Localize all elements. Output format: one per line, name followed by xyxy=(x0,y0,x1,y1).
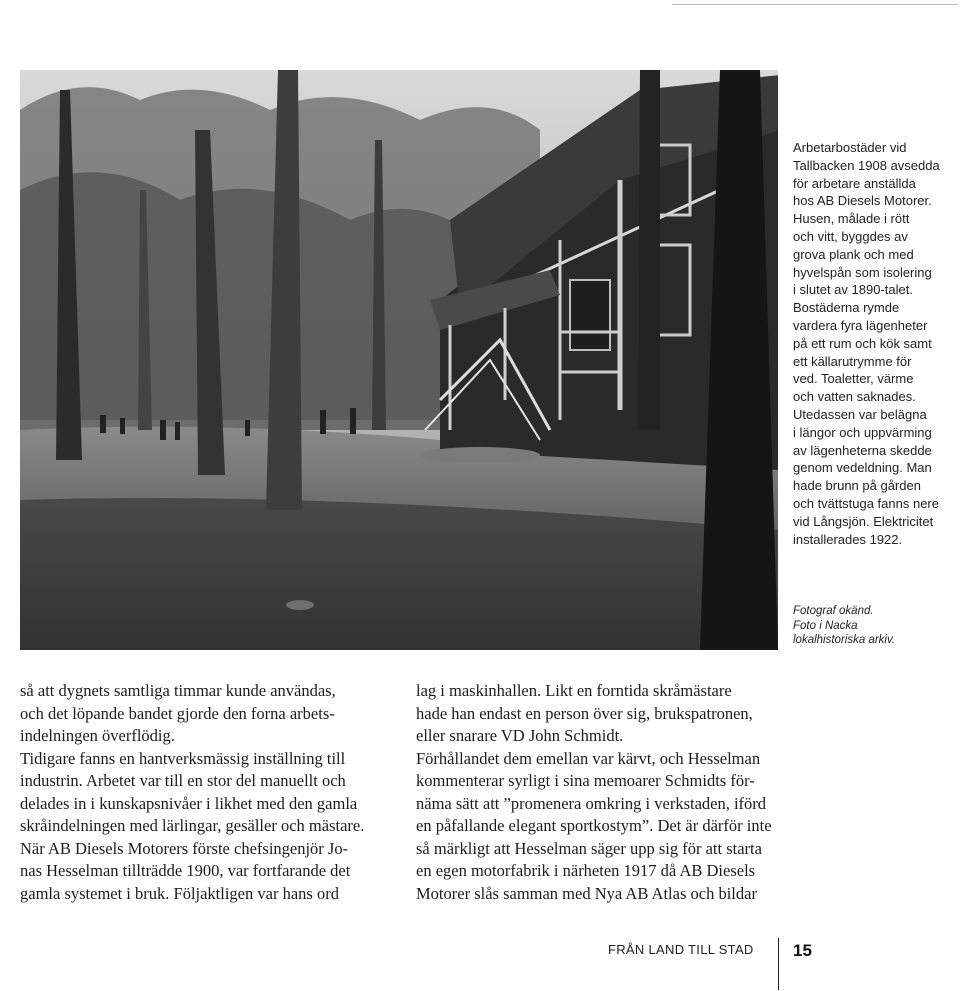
credit-line: Foto i Nacka xyxy=(793,619,858,632)
body-line: en egen motorfabrik i närheten 1917 då AB Diesels xyxy=(416,861,756,880)
caption-line: och vitt, byggdes av xyxy=(793,228,908,244)
body-line: så märkligt att Hesselman säger upp sig för att starta xyxy=(416,838,762,858)
page-number: 15 xyxy=(793,941,812,960)
body-line: Tidigare fanns en hantverksmässig inställning till xyxy=(20,748,346,768)
caption-line: hos AB Diesels Motorer. xyxy=(793,193,932,209)
body-line: gamla systemet i bruk. Följaktligen var hans ord xyxy=(20,883,339,903)
caption-line: av lägenheterna skedde xyxy=(793,442,932,458)
caption-line: för arbetare anställda xyxy=(793,175,916,191)
caption-line: Husen, målade i rött xyxy=(793,211,910,227)
caption-line: Bostäderna rymde xyxy=(793,300,900,316)
body-line: så att dygnets samtliga timmar kunde användas, xyxy=(20,681,336,700)
body-line: kommenterar syrligt i sina memoarer Schmidts för- xyxy=(416,771,755,790)
footer-divider xyxy=(778,938,779,990)
caption-line: hyvelspån som isolering xyxy=(793,264,932,280)
body-column-left xyxy=(20,680,382,905)
body-line: industrin. Arbetet var till en stor del manuellt och xyxy=(20,771,346,790)
body-column-right xyxy=(416,680,782,905)
caption-line: vardera fyra lägenheter xyxy=(793,317,928,333)
body-line: indelningen överflödig. xyxy=(20,726,175,745)
body-line: lag i maskinhallen. Likt en forntida skråmästare xyxy=(416,681,732,700)
caption-line: installerades 1922. xyxy=(793,531,903,547)
caption-line: vid Långsjön. Elektricitet xyxy=(793,513,934,529)
photograph-workers-housing xyxy=(20,70,778,650)
caption-line: och tvättstuga fanns nere xyxy=(793,495,939,511)
body-line: Motorer slås samman med Nya AB Atlas och bildar xyxy=(416,883,757,903)
caption-line: grova plank och med xyxy=(793,246,914,262)
body-line: skråindelningen med lärlingar, gesäller och mästare. xyxy=(20,816,365,835)
caption-line: Tallbacken 1908 avsedda xyxy=(793,157,940,173)
body-line: nas Hesselman tillträdde 1900, var fortfarande det xyxy=(20,861,351,880)
body-line: och det löpande bandet gjorde den forna arbets- xyxy=(20,703,335,723)
body-line: Förhållandet dem emellan var kärvt, och Hesselman xyxy=(416,748,761,768)
credit-line: Fotograf okänd. xyxy=(793,605,874,617)
caption-line: genom vedeldning. Man xyxy=(793,460,932,476)
body-line: näma sätt att ”promenera omkring i verkstaden, iförd xyxy=(416,793,767,813)
caption-line: i slutet av 1890-talet. xyxy=(793,282,913,298)
body-line: hade han endast en person över sig, brukspatronen, xyxy=(416,703,753,723)
caption-line: och vatten saknades. xyxy=(793,389,916,405)
top-rule xyxy=(672,4,958,5)
photo-credit xyxy=(793,604,960,648)
body-line: När AB Diesels Motorers förste chefsingenjör Jo- xyxy=(20,838,349,858)
body-line: eller snarare VD John Schmidt. xyxy=(416,726,624,745)
photo-image xyxy=(20,70,778,650)
caption-line: Utedassen var belägna xyxy=(793,406,927,422)
caption-line: på ett rum och kök samt xyxy=(793,335,932,351)
running-footer-title: FRÅN LAND TILL STAD xyxy=(608,942,754,957)
caption-line: hade brunn på gården xyxy=(793,478,921,494)
caption-line: ved. Toaletter, värme xyxy=(793,371,914,387)
caption-line: ett källarutrymme för xyxy=(793,353,912,369)
body-line: en påfallande elegant sportkostym”. Det är därför inte xyxy=(416,816,772,835)
photo-caption xyxy=(793,139,960,548)
caption-line: i längor och uppvärming xyxy=(793,424,932,440)
body-line: delades in i kunskapsnivåer i likhet med den gamla xyxy=(20,793,358,813)
credit-line: lokalhistoriska arkiv. xyxy=(793,634,896,646)
caption-line: Arbetarbostäder vid xyxy=(793,140,907,155)
